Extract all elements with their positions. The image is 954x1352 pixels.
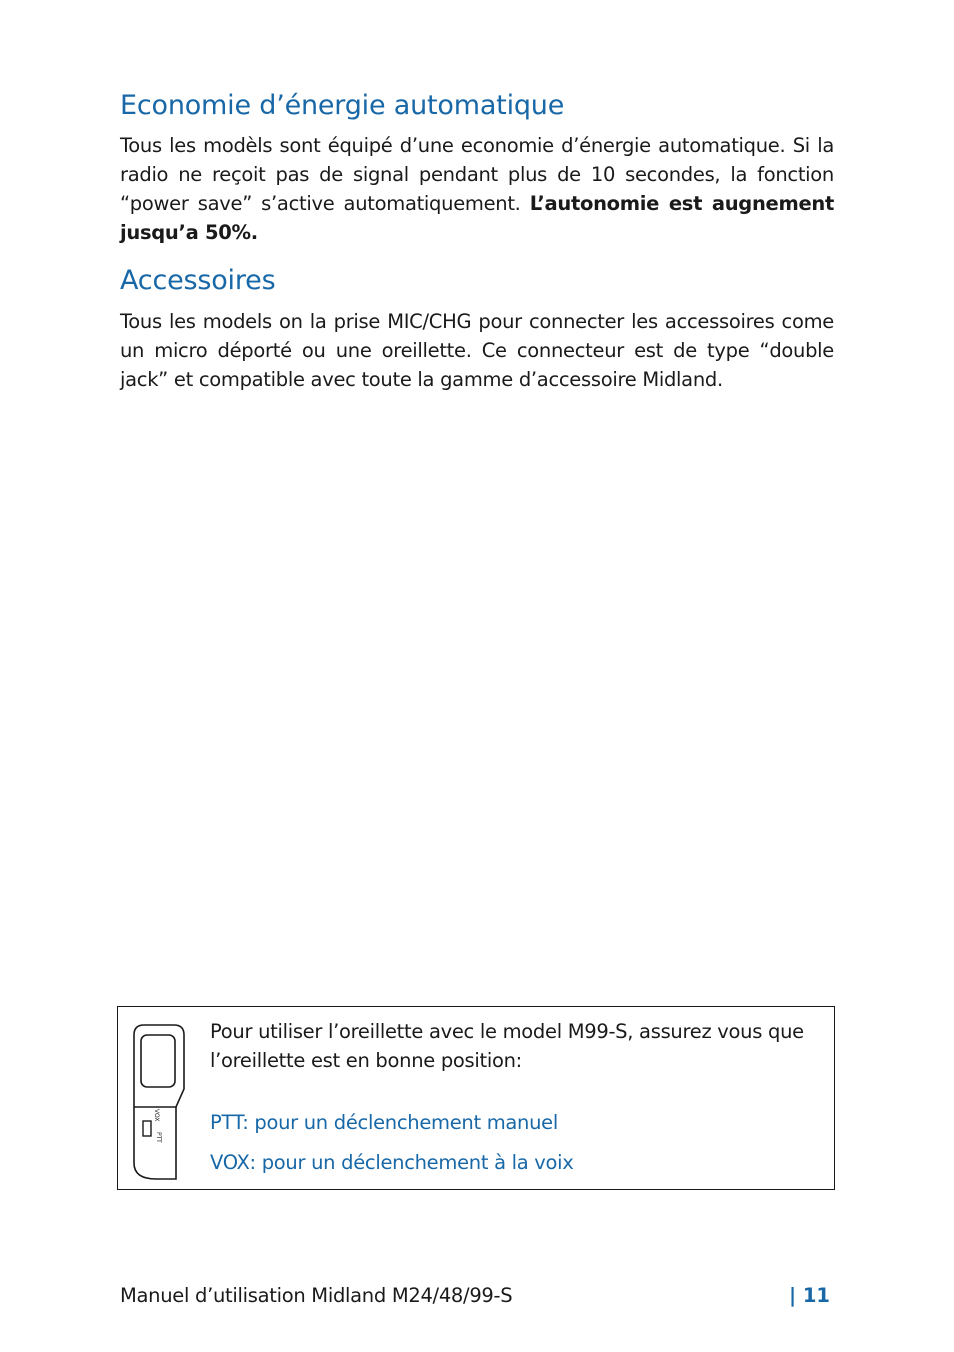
device-label-ptt: PTT bbox=[155, 1132, 162, 1143]
power-save-bold-text: L’autonomie est augnement jusqu’a 50%. bbox=[120, 192, 835, 244]
notice-option-vox: VOX: pour un déclenchement à la voix bbox=[210, 1151, 574, 1174]
power-save-text: Tous les modèls sont équipé d’une economie d’énergie automatique. Si la radio ne reçoit pas de signal pendant plus de 10 secondes, la fonction “power save” s’active automatiquement. bbox=[120, 134, 834, 215]
section-paragraph-accessories: Tous les models on la prise MIC/CHG pour connecter les accessoires come un micro déporté ou une oreillette. Ce connecteur est de type “double jack” et compatible avec toute la gamme d’accessoire Midland. bbox=[120, 310, 834, 391]
section-heading-power-save: Economie d’énergie automatique bbox=[120, 90, 565, 121]
section-paragraph-power-save bbox=[120, 131, 834, 247]
device-label-vox: VOX bbox=[153, 1109, 160, 1122]
page-number: | 11 bbox=[788, 1284, 830, 1307]
notice-text: Pour utiliser l’oreillette avec le model M99-S, assurez vous que l’oreillette est en bonne position: bbox=[210, 1020, 804, 1072]
earpiece-switch-icon bbox=[132, 1023, 192, 1183]
notice-option-ptt: PTT: pour un déclenchement manuel bbox=[210, 1111, 558, 1134]
footer-manual-title: Manuel d’utilisation Midland M24/48/99-S bbox=[120, 1284, 513, 1307]
notice-box bbox=[117, 1006, 835, 1190]
section-heading-accessories: Accessoires bbox=[120, 265, 276, 296]
